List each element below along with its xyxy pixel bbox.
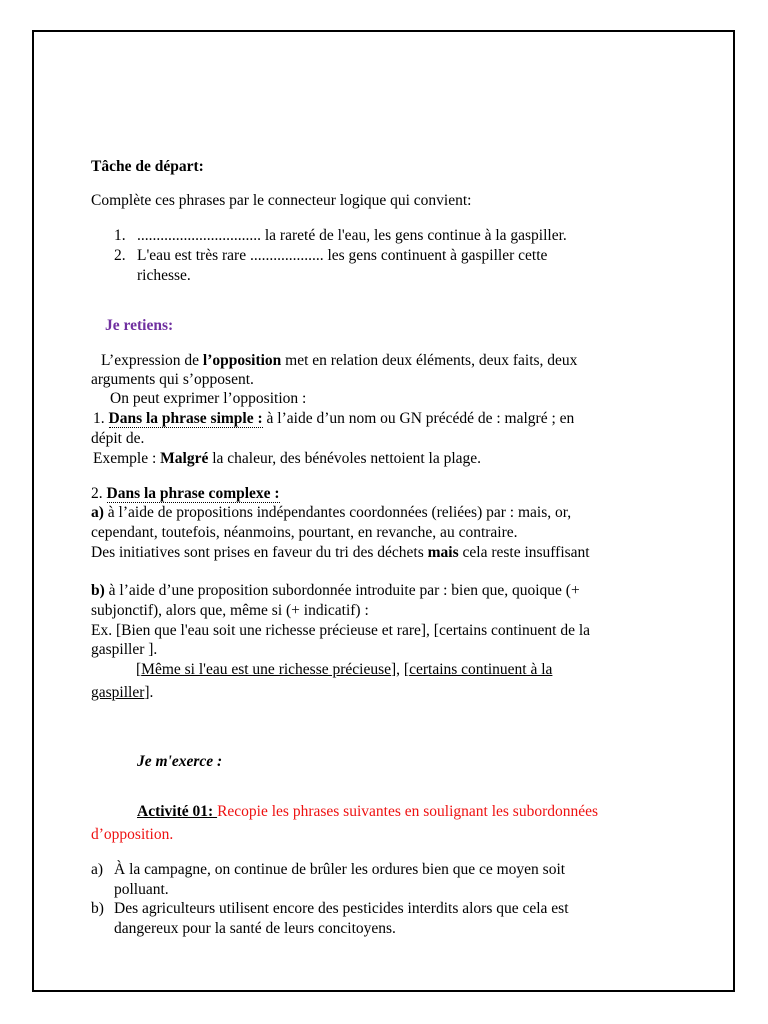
item-label: b) [91,900,104,917]
item-label: a) [91,861,104,878]
bracket: ], [ [391,661,410,678]
activity-01 [137,802,598,821]
rule-number: 2. [91,485,107,502]
activity-instruction: Recopie les phrases suivantes en soulignant les subordonnées [217,803,599,820]
intro-keyword: l’opposition [202,352,282,369]
item-text: Des agriculteurs utilisent encore des pesticides interdits alors que cela est [114,900,569,917]
task-item-2-cont: richesse. [137,267,191,284]
rule-b-text: à l’aide d’une proposition subordonnée introduite par : bien que, quoique (+ [104,582,580,599]
rule-b-example-2 [136,660,552,679]
rule-b-example-1: Ex. [Bien que l'eau soit une richesse précieuse et rare], [certains continuent de la [91,622,591,639]
lesson-express: On peut exprimer l’opposition : [110,390,307,407]
example-text: cela reste insuffisant [458,544,590,561]
lesson-intro [101,351,577,370]
rule-b-example-2-cont [91,683,153,702]
intro-text: met en relation deux éléments, deux faits, deux [281,352,578,369]
rule-b-cont: subjonctif), alors que, même si (+ indicatif) : [91,602,369,619]
example-text: Des initiatives sont prises en faveur du tri des déchets [91,544,428,561]
subordinate-clause: Même si l'eau est une richesse précieuse [141,661,392,678]
main-clause: gaspiller [91,684,145,701]
item-text: L'eau est très rare ................... les gens continuent à gaspiller cette [137,247,548,264]
rule-b-example-1-cont: gaspiller ]. [91,641,158,658]
rule-title: Dans la phrase complexe : [106,485,280,502]
complex-sentence-rule [91,484,280,503]
item-text: ................................ la rareté de l'eau, les gens continue à la gaspiller. [137,227,567,244]
task-instruction: Complète ces phrases par le connecteur logique qui convient: [91,192,472,209]
rule-title: Dans la phrase simple : [108,410,263,427]
item-number: 2. [114,247,126,264]
example-label: Exemple : [93,450,161,467]
rule-b [91,581,580,600]
rule-b-label: b) [91,582,105,599]
lesson-intro-line2: arguments qui s’opposent. [91,371,254,388]
exercise-item-b [91,899,569,918]
simple-sentence-rule-cont: dépit de. [91,430,145,447]
item-text: À la campagne, on continue de brûler les ordures bien que ce moyen soit [114,861,566,878]
example-keyword: Malgré [160,450,209,467]
intro-text: L’expression de [101,352,203,369]
exercise-item-a-cont: polluant. [114,881,169,898]
exercise-heading: Je m'exerce : [137,753,223,770]
rule-text: à l’aide d’un nom ou GN précédé de : malgré ; en [262,410,575,427]
bracket: [ [136,661,142,678]
task-item-2 [114,246,547,265]
rule-a [91,503,571,522]
exercise-item-b-cont: dangereux pour la santé de leurs concitoyens. [114,920,396,937]
rule-a-text: à l’aide de propositions indépendantes coordonnées (reliées) par : mais, or, [103,504,572,521]
example-text: la chaleur, des bénévoles nettoient la plage. [208,450,482,467]
example-keyword: mais [427,544,459,561]
lesson-heading: Je retiens: [105,317,174,334]
rule-a-cont: cependant, toutefois, néanmoins, pourtant, en revanche, au contraire. [91,524,518,541]
rule-a-label: a) [91,504,104,521]
bracket: ]. [144,684,154,701]
simple-sentence-rule [93,409,574,428]
activity-label: Activité 01: [137,803,218,820]
rule-number: 1. [93,410,109,427]
task-item-1 [114,226,567,245]
item-number: 1. [114,227,126,244]
task-title: Tâche de départ: [91,158,204,175]
main-clause: certains continuent à la [409,661,553,678]
activity-01-cont: d’opposition. [91,826,174,843]
simple-example [93,449,481,468]
rule-a-example [91,543,590,562]
exercise-item-a [91,860,565,879]
